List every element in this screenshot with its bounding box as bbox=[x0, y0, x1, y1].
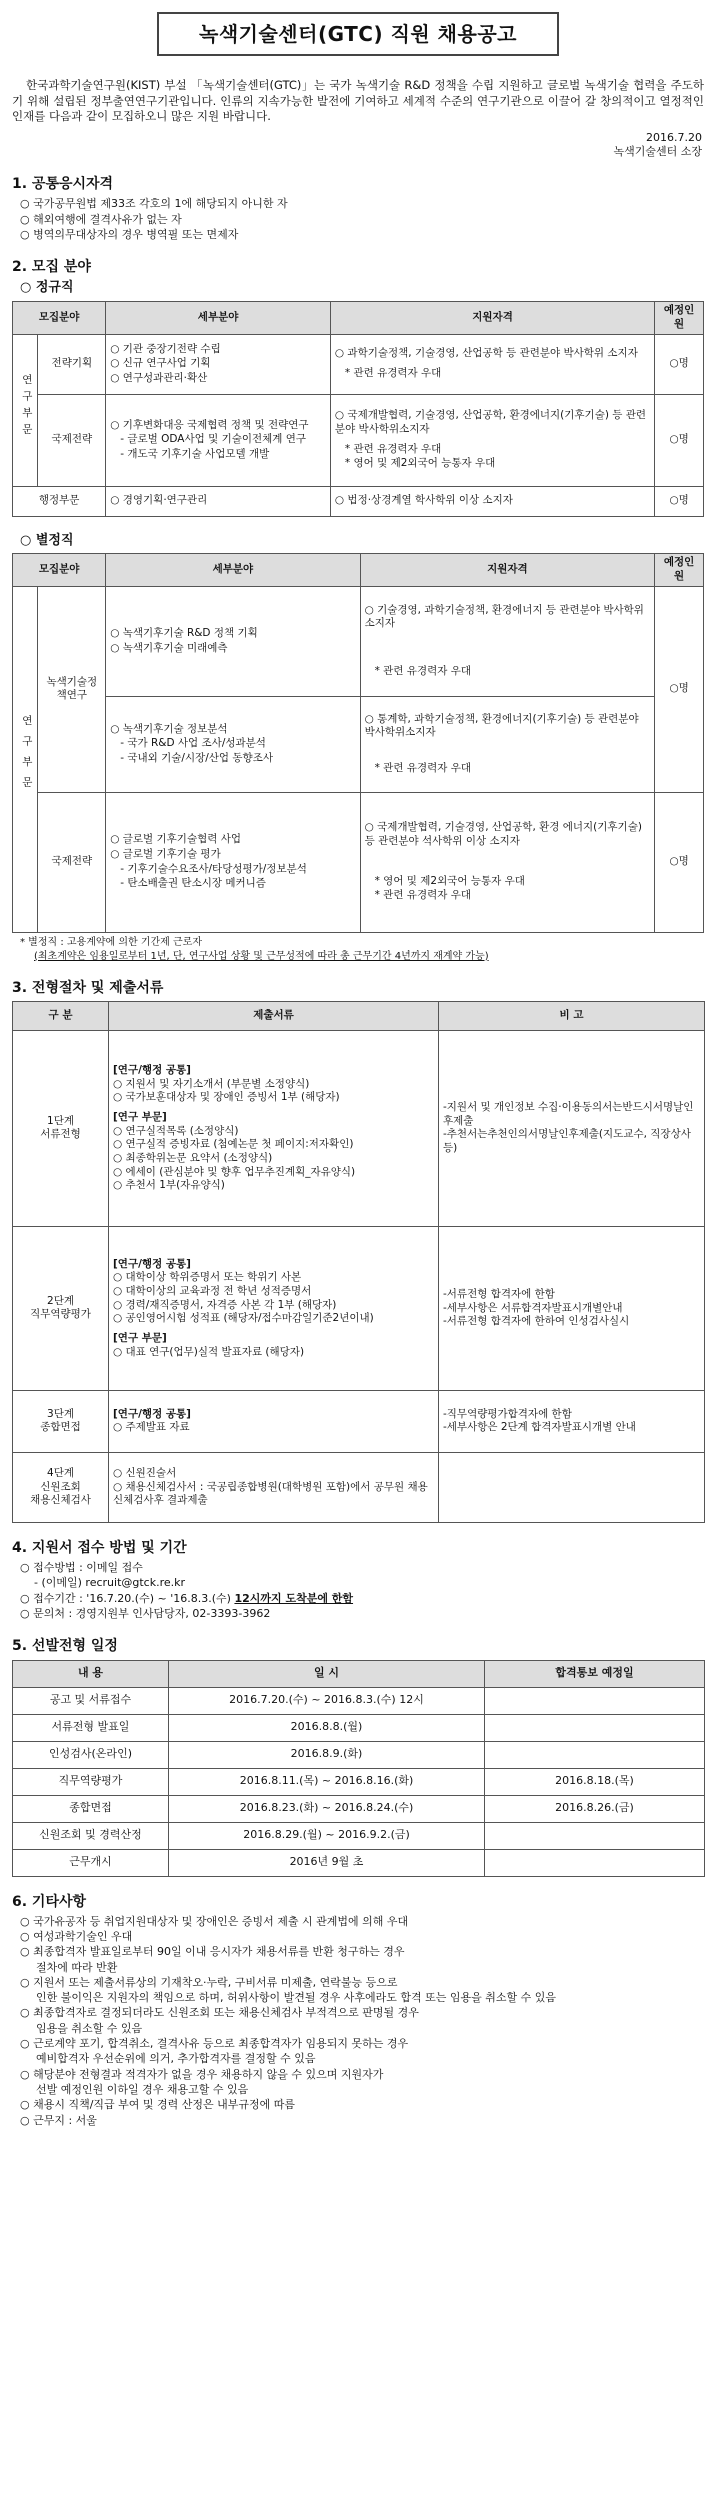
group-label: 연구부문 bbox=[20, 714, 33, 797]
note-item: -추천서는추천인의서명날인후제출(지도교수, 직장상사등) bbox=[443, 1128, 691, 1155]
qualification-item: ○ 해외여행에 결격사유가 없는 자 bbox=[20, 212, 182, 226]
doc-item: ○ 최종학위논문 요약서 (소정양식) bbox=[113, 1151, 273, 1164]
schedule-date: 2016.8.29.(월) ~ 2016.9.2.(금) bbox=[169, 1822, 485, 1849]
count-cell: ○명 bbox=[655, 394, 704, 486]
category-cell: 국제전략 bbox=[38, 394, 106, 486]
detail-cell bbox=[106, 334, 331, 394]
schedule-date: 2016.8.23.(화) ~ 2016.8.24.(수) bbox=[169, 1795, 485, 1822]
docs-cell bbox=[109, 1452, 439, 1522]
regular-positions-table bbox=[12, 301, 704, 516]
misc-item: ○ 최종합격자로 결정되더라도 신원조회 또는 채용신체검사 부적격으로 판명될 경우 bbox=[20, 2006, 419, 2020]
note-item: -지원서 및 개인정보 수집·이용동의서는반드시서명날인후제출 bbox=[443, 1101, 694, 1127]
docs-group-head: [연구 부문] bbox=[113, 1110, 167, 1123]
process-table bbox=[12, 1001, 705, 1523]
schedule-notice bbox=[485, 1741, 705, 1768]
qual-item: ○ 과학기술정책, 기술경영, 산업공학 등 관련분야 박사학위 소지자 bbox=[334, 347, 638, 360]
note-cell bbox=[439, 1390, 705, 1452]
detail-cell bbox=[106, 696, 360, 792]
schedule-item: 인성검사(온라인) bbox=[13, 1741, 169, 1768]
section-6-title: 6. 기타사항 bbox=[12, 1893, 87, 1910]
schedule-notice bbox=[485, 1822, 705, 1849]
table-row bbox=[13, 1795, 705, 1822]
qualification-cell bbox=[360, 586, 655, 696]
schedule-date: 2016.8.8.(월) bbox=[169, 1714, 485, 1741]
docs-cell bbox=[109, 1226, 439, 1390]
category-cell: 국제전략 bbox=[38, 792, 106, 932]
special-positions-table bbox=[12, 553, 704, 932]
special-note-detail: (최초계약은 임용일로부터 1년, 단, 연구사업 상황 및 근무성적에 따라 총 근무기간 4년까지 재계약 가능) bbox=[34, 950, 489, 962]
col-header: 내 용 bbox=[13, 1660, 169, 1687]
misc-item-cont: 예비합격자 우선순위에 의거, 추가합격자를 결정할 수 있음 bbox=[36, 2052, 316, 2066]
note-cell bbox=[439, 1226, 705, 1390]
schedule-table bbox=[12, 1660, 705, 1877]
schedule-notice: 2016.8.26.(금) bbox=[485, 1795, 705, 1822]
misc-item: ○ 근무지 : 서울 bbox=[20, 2113, 97, 2127]
count-cell: ○명 bbox=[655, 586, 704, 792]
table-row bbox=[13, 1849, 705, 1876]
group-cell bbox=[13, 334, 38, 486]
col-header: 합격통보 예정일 bbox=[485, 1660, 705, 1687]
schedule-item: 종합면접 bbox=[13, 1795, 169, 1822]
col-header: 지원자격 bbox=[360, 554, 655, 586]
misc-item: ○ 국가유공자 등 취업지원대상자 및 장애인은 증빙서 제출 시 관계법에 의해 우대 bbox=[20, 1914, 409, 1928]
schedule-notice bbox=[485, 1849, 705, 1876]
misc-item: ○ 최종합격자 발표일로부터 90일 이내 응시자가 채용서류를 반환 청구하는 경우 bbox=[20, 1945, 405, 1959]
page-title: 녹색기술센터(GTC) 직원 채용공고 bbox=[157, 12, 559, 56]
section-3-title: 3. 전형절차 및 제출서류 bbox=[12, 979, 164, 996]
section-4-title: 4. 지원서 접수 방법 및 기간 bbox=[12, 1539, 187, 1556]
detail-cell: ○ 경영기획·연구관리 bbox=[106, 486, 331, 516]
col-header: 예정인원 bbox=[655, 302, 704, 334]
misc-item: ○ 채용시 직책/직급 부여 및 경력 산정은 내부규정에 따름 bbox=[20, 2098, 296, 2112]
qualification-item: ○ 병역의무대상자의 경우 병역필 또는 면제자 bbox=[20, 227, 239, 241]
misc-item-cont: 임용을 취소할 수 있음 bbox=[36, 2021, 143, 2035]
doc-item: ○ 채용신체검사서 : 국공립종합병원(대학병원 포함)에서 공무원 채용 신체검사후 결과제출 bbox=[113, 1480, 428, 1507]
misc-item: ○ 지원서 또는 제출서류상의 기재착오·누락, 구비서류 미제출, 연락불능 등으로 bbox=[20, 1975, 398, 1989]
special-subtitle: ○ 별정직 bbox=[20, 532, 74, 548]
schedule-date: 2016년 9월 초 bbox=[169, 1849, 485, 1876]
doc-item: ○ 지원서 및 자기소개서 (부문별 소정양식) bbox=[113, 1077, 310, 1090]
table-row bbox=[13, 1687, 705, 1714]
misc-list bbox=[12, 1915, 704, 2128]
doc-item: ○ 에세이 (관심분야 및 향후 업무추진계획_자유양식) bbox=[113, 1165, 356, 1178]
docs-group-head: [연구/행정 공통] bbox=[113, 1064, 191, 1077]
qualification-cell bbox=[360, 696, 655, 792]
qual-item: ○ 국제개발협력, 기술경영, 산업공학, 환경 에너지(기후기술) 등 관련분야 석사학위 이상 소지자 bbox=[364, 821, 642, 848]
apply-period-deadline: 12시까지 도착분에 한함 bbox=[234, 1591, 354, 1605]
note-cell bbox=[439, 1452, 705, 1522]
section-1-title: 1. 공통응시자격 bbox=[12, 176, 114, 193]
detail-item: ○ 글로벌 기후기술협력 사업 bbox=[110, 833, 241, 846]
note-item: -서류전형 합격자에 한하여 인성검사실시 bbox=[443, 1315, 630, 1328]
misc-item: ○ 근로계약 포기, 합격취소, 결격사유 등으로 최종합격자가 임용되지 못하는 경우 bbox=[20, 2037, 409, 2051]
detail-item: ○ 글로벌 기후기술 평가 bbox=[110, 848, 221, 861]
detail-item: - 글로벌 ODA사업 및 기술이전체계 연구 bbox=[120, 433, 307, 446]
apply-contact: ○ 문의처 : 경영지원부 인사담당자, 02-3393-3962 bbox=[20, 1607, 271, 1621]
schedule-item: 서류전형 발표일 bbox=[13, 1714, 169, 1741]
doc-item: ○ 대학이상 학위증명서 또는 학위기 사본 bbox=[113, 1271, 302, 1284]
category-cell: 녹색기술정책연구 bbox=[38, 586, 106, 792]
count-cell: ○명 bbox=[655, 486, 704, 516]
apply-method: ○ 접수방법 : 이메일 접수 bbox=[20, 1561, 143, 1575]
col-header: 모집분야 bbox=[13, 302, 106, 334]
qual-item: * 관련 유경력자 우대 bbox=[374, 889, 472, 902]
schedule-notice: 2016.8.18.(목) bbox=[485, 1768, 705, 1795]
doc-item: ○ 대학이상의 교육과정 전 학년 성적증명서 bbox=[113, 1284, 312, 1297]
category-cell: 전략기획 bbox=[38, 334, 106, 394]
detail-cell bbox=[106, 586, 360, 696]
qual-item: * 관련 유경력자 우대 bbox=[344, 367, 442, 380]
section-2-title: 2. 모집 분야 bbox=[12, 259, 91, 276]
schedule-item: 공고 및 서류접수 bbox=[13, 1687, 169, 1714]
detail-item: ○ 기관 중장기전략 수립 bbox=[110, 342, 221, 355]
special-note: * 별정직 : 고용계약에 의한 기간제 근로자 bbox=[20, 936, 203, 948]
docs-cell bbox=[109, 1390, 439, 1452]
col-header: 제출서류 bbox=[109, 1001, 439, 1030]
col-header: 예정인원 bbox=[655, 554, 704, 586]
qualification-cell bbox=[330, 394, 654, 486]
category-cell: 행정부문 bbox=[13, 486, 106, 516]
apply-period-text: ○ 접수기간 : '16.7.20.(수) ~ '16.8.3.(수) bbox=[20, 1591, 235, 1605]
section-5-title: 5. 선발전형 일정 bbox=[12, 1638, 118, 1655]
detail-item: ○ 녹색기후기술 미래예측 bbox=[110, 641, 228, 654]
detail-item: ○ 기후변화대응 국제협력 정책 및 전략연구 bbox=[110, 418, 309, 431]
group-cell bbox=[13, 586, 38, 932]
title-wrap bbox=[12, 12, 704, 56]
doc-item: ○ 신원진술서 bbox=[113, 1466, 177, 1479]
schedule-item: 신원조회 및 경력산정 bbox=[13, 1822, 169, 1849]
table-row bbox=[13, 1822, 705, 1849]
qualification-cell: ○ 법정·상경계열 학사학위 이상 소지자 bbox=[330, 486, 654, 516]
regular-subtitle: ○ 정규직 bbox=[20, 280, 74, 296]
col-header: 지원자격 bbox=[330, 302, 654, 334]
announcement-signer: 녹색기술센터 소장 bbox=[613, 144, 702, 158]
docs-cell bbox=[109, 1030, 439, 1226]
note-cell bbox=[439, 1030, 705, 1226]
doc-item: ○ 경력/재직증명서, 자격증 사본 각 1부 (해당자) bbox=[113, 1298, 337, 1311]
detail-item: - 탄소배출권 탄소시장 메커니즘 bbox=[120, 877, 266, 890]
table-row bbox=[13, 1741, 705, 1768]
misc-item-cont: 인한 불이익은 지원자의 책임으로 하며, 허위사항이 발견될 경우 사후에라도 합격 또는 임용을 취소할 수 있음 bbox=[36, 1991, 556, 2005]
apply-email[interactable]: - (이메일) recruit@gtck.re.kr bbox=[34, 1576, 186, 1590]
schedule-date: 2016.8.11.(목) ~ 2016.8.16.(화) bbox=[169, 1768, 485, 1795]
qual-item: * 관련 유경력자 우대 bbox=[374, 762, 472, 775]
table-row bbox=[13, 1768, 705, 1795]
note-item: -세부사항은 2단계 합격자발표시개별 안내 bbox=[443, 1421, 636, 1434]
note-item: -서류전형 합격자에 한함 bbox=[443, 1287, 555, 1300]
col-header: 모집분야 bbox=[13, 554, 106, 586]
doc-item: ○ 공인영어시험 성적표 (해당자/접수마감일기준2년이내) bbox=[113, 1312, 374, 1325]
announcement-date: 2016.7.20 bbox=[646, 130, 702, 144]
detail-item: ○ 녹색기후기술 정보분석 bbox=[110, 722, 228, 735]
qual-item: * 영어 및 제2외국어 능통자 우대 bbox=[344, 457, 496, 470]
detail-cell bbox=[106, 394, 331, 486]
schedule-notice bbox=[485, 1687, 705, 1714]
count-cell: ○명 bbox=[655, 334, 704, 394]
doc-item: ○ 주제발표 자료 bbox=[113, 1421, 190, 1434]
detail-item: - 국가 R&D 사업 조사/성과분석 bbox=[120, 737, 266, 750]
docs-group-head: [연구/행정 공통] bbox=[113, 1257, 191, 1270]
note-item: -직무역량평가합격자에 한함 bbox=[443, 1407, 572, 1420]
detail-item: ○ 신규 연구사업 기획 bbox=[110, 357, 211, 370]
schedule-item: 근무개시 bbox=[13, 1849, 169, 1876]
apply-period bbox=[20, 1592, 704, 1606]
stage-cell: 2단계 직무역량평가 bbox=[13, 1226, 109, 1390]
schedule-date: 2016.7.20.(수) ~ 2016.8.3.(수) 12시 bbox=[169, 1687, 485, 1714]
doc-item: ○ 대표 연구(업무)실적 발표자료 (해당자) bbox=[113, 1345, 305, 1358]
qual-item: * 관련 유경력자 우대 bbox=[344, 442, 442, 455]
qual-item: ○ 기술경영, 과학기술정책, 환경에너지 등 관련분야 박사학위 소지자 bbox=[364, 603, 644, 630]
misc-item: ○ 해당분야 전형결과 적격자가 없을 경우 채용하지 않을 수 있으며 지원자가 bbox=[20, 2067, 384, 2081]
qualification-cell bbox=[360, 792, 655, 932]
schedule-item: 직무역량평가 bbox=[13, 1768, 169, 1795]
col-header: 세부분야 bbox=[106, 554, 360, 586]
doc-item: ○ 국가보훈대상자 및 장애인 증빙서 1부 (해당자) bbox=[113, 1091, 340, 1104]
qual-item: * 관련 유경력자 우대 bbox=[374, 665, 472, 678]
doc-item: ○ 연구실적목록 (소정양식) bbox=[113, 1124, 239, 1137]
detail-item: ○ 녹색기후기술 R&D 정책 기획 bbox=[110, 627, 258, 640]
qual-item: ○ 통계학, 과학기술정책, 환경에너지(기후기술) 등 관련분야 박사학위소지자 bbox=[364, 712, 639, 739]
qualification-item: ○ 국가공무원법 제33조 각호의 1에 해당되지 아니한 자 bbox=[20, 197, 288, 211]
col-header: 일 시 bbox=[169, 1660, 485, 1687]
schedule-notice bbox=[485, 1714, 705, 1741]
note-item: -세부사항은 서류합격자발표시개별안내 bbox=[443, 1301, 623, 1314]
table-row bbox=[13, 1714, 705, 1741]
doc-item: ○ 연구실적 증빙자료 (첨예논문 첫 페이지:저자확인) bbox=[113, 1138, 354, 1151]
detail-cell bbox=[106, 792, 360, 932]
count-cell: ○명 bbox=[655, 792, 704, 932]
qual-item: * 영어 및 제2외국어 능통자 우대 bbox=[374, 874, 525, 887]
qual-item: ○ 국제개발협력, 기술경영, 산업공학, 환경에너지(기후기술) 등 관련분야 박사학위소지자 bbox=[334, 409, 647, 435]
doc-item: ○ 추천서 1부(자유양식) bbox=[113, 1179, 225, 1192]
stage-cell: 4단계 신원조회 채용신체검사 bbox=[13, 1452, 109, 1522]
detail-item: ○ 연구성과관리·확산 bbox=[110, 371, 208, 384]
detail-item: - 기후기술수요조사/타당성평가/정보분석 bbox=[120, 862, 307, 875]
col-header: 구 분 bbox=[13, 1001, 109, 1030]
group-label: 연구부문 bbox=[20, 373, 33, 440]
qualification-cell bbox=[330, 334, 654, 394]
docs-group-head: [연구 부문] bbox=[113, 1331, 167, 1344]
docs-group-head: [연구/행정 공통] bbox=[113, 1407, 191, 1420]
stage-cell: 1단계 서류전형 bbox=[13, 1030, 109, 1226]
detail-item: - 국내외 기술/시장/산업 동향조사 bbox=[120, 752, 273, 765]
schedule-date: 2016.8.9.(화) bbox=[169, 1741, 485, 1768]
col-header: 세부분야 bbox=[106, 302, 331, 334]
intro-paragraph: 한국과학기술연구원(KIST) 부설 「녹색기술센터(GTC)」는 국가 녹색기술 R&D 정책을 수립 지원하고 글로벌 녹색기술 협력을 주도하기 위해 설립된 정부출연연구기관입니다. 인류의 지속가능한 발전에 기여하고 세계적 수준의 연구기관으로 이끌어 갈 창의적이고 열정적인 인재를 다음과 같이 모집하오니 많은 지원 바랍니다. bbox=[12, 78, 704, 124]
col-header: 비 고 bbox=[439, 1001, 705, 1030]
misc-item-cont: 절차에 따라 반환 bbox=[36, 1960, 118, 1974]
misc-item-cont: 선발 예정인원 이하일 경우 채용고할 수 있음 bbox=[36, 2082, 249, 2096]
detail-item: - 개도국 기후기술 사업모델 개발 bbox=[120, 447, 270, 460]
misc-item: ○ 여성과학기술인 우대 bbox=[20, 1929, 133, 1943]
stage-cell: 3단계 종합면접 bbox=[13, 1390, 109, 1452]
